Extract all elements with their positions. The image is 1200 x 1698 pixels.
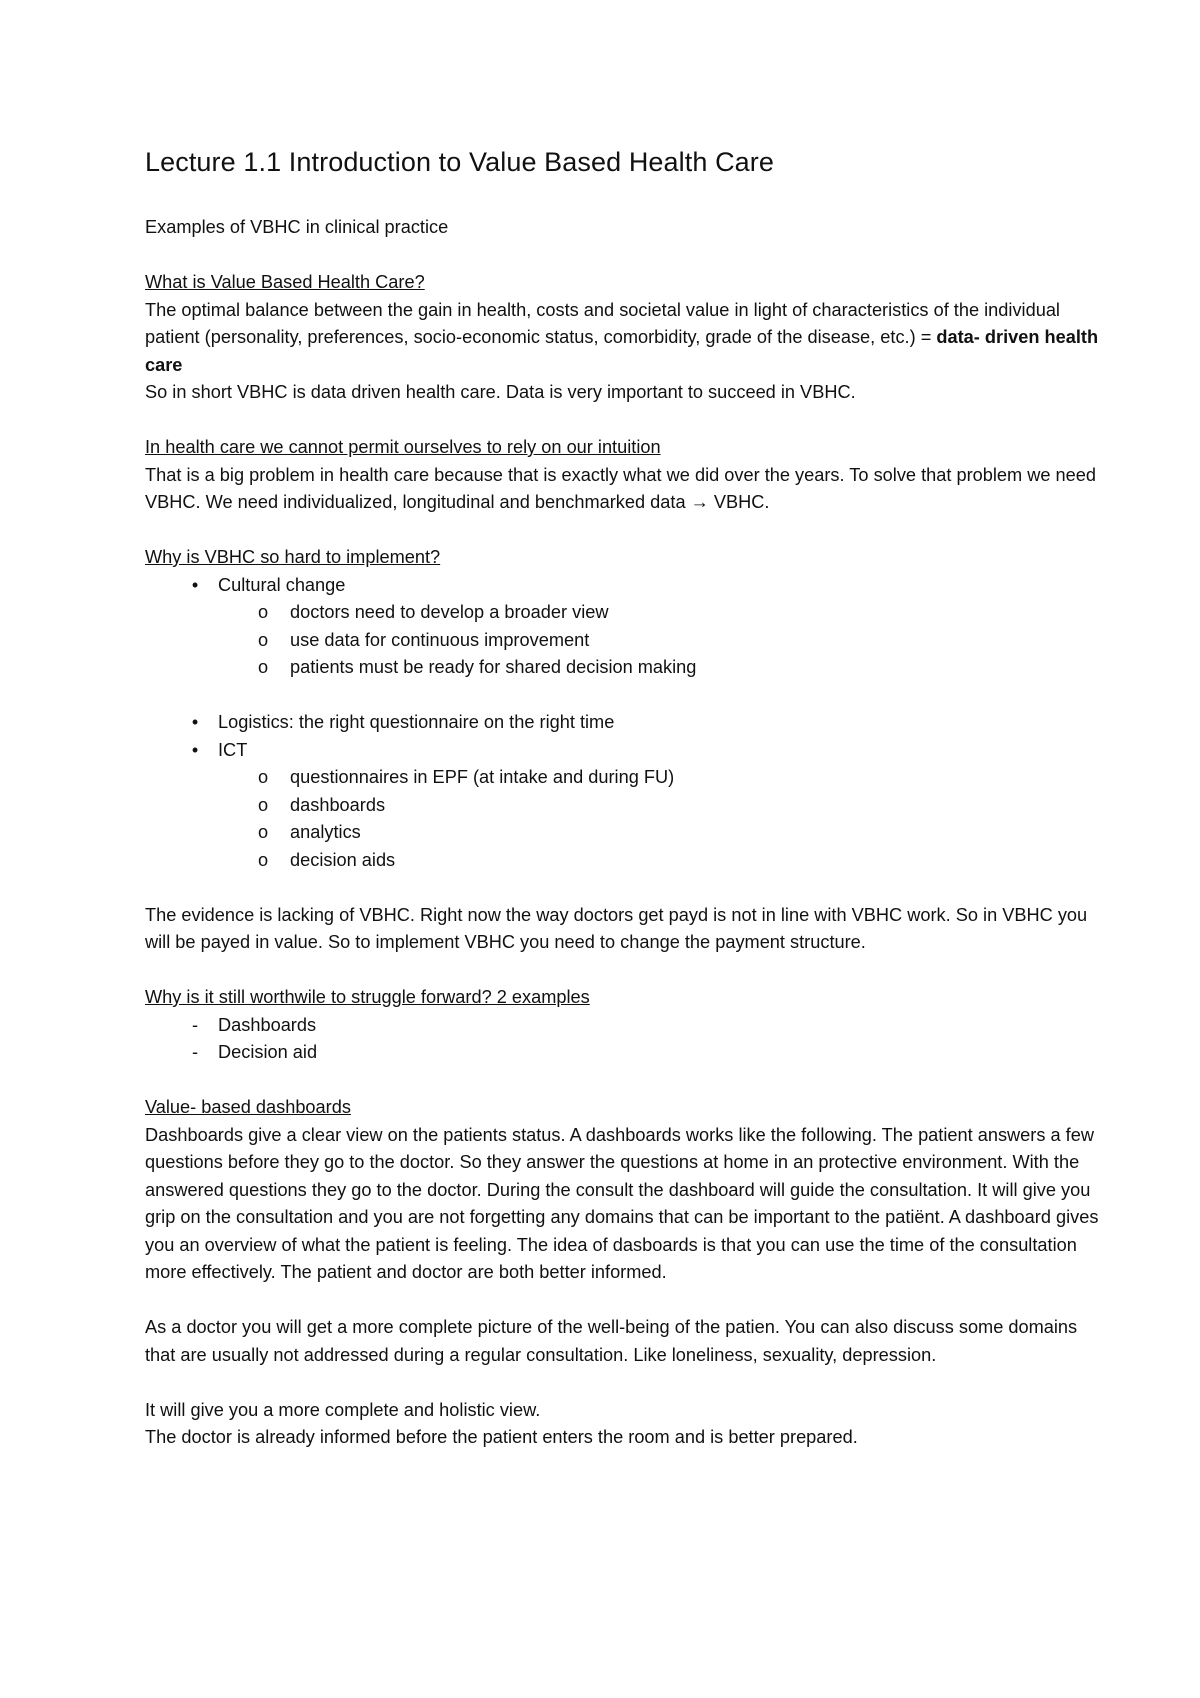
dashboards-paragraph: Dashboards give a clear view on the patients status. A dashboards works like the following. The patient answers a few questions before they go to the doctor. So they answer the questions at home in an protective environment. With the answered questions they go to the doctor. During the consult the dashboard will guide the consultation. It will give you grip on the consultation and you are not forgetting any domains that can be important to the patiënt. A dashboard gives you an overview of what the patient is feeling. The idea of dasboards is that you can use the time of the consultation more effectively. The patient and doctor are both better informed. (145, 1124, 1099, 1282)
spacer (145, 1067, 1100, 1095)
spacer (145, 957, 1100, 985)
circle-bullet-icon: o (257, 822, 269, 842)
sub-list-item-label: decision aids (290, 849, 396, 870)
sub-list-item (145, 847, 1100, 875)
bullet-icon: • (191, 739, 199, 760)
sub-list-item-label: questionnaires in EPF (at intake and during FU) (290, 767, 675, 787)
list-item-label: Dashboards (218, 1014, 317, 1035)
sub-list-item (145, 792, 1100, 820)
circle-bullet-icon: o (257, 629, 269, 650)
doctor-picture-paragraph: As a doctor you will get a more complete picture of the well-being of the patien. You can also discuss some domains that are usually not addressed during a regular consultation. Like loneliness, sexuality, depression. (145, 1317, 1078, 1365)
sub-list-item-label: analytics (290, 822, 361, 842)
sub-list-item (145, 764, 1100, 792)
evidence-paragraph: The evidence is lacking of VBHC. Right now the way doctors get payd is not in line with VBHC work. So in VBHC you will be payed in value. So to implement VBHC you need to change the payment structure. (145, 904, 1088, 952)
list-item (145, 1039, 1100, 1067)
sub-list-item-label: dashboards (290, 794, 386, 815)
spacer (145, 1369, 1100, 1397)
list-item (145, 709, 1100, 737)
sub-list-item (145, 654, 1100, 682)
intuition-end: VBHC. (708, 492, 770, 512)
spacer (145, 682, 1100, 710)
holistic-line: It will give you a more complete and holistic view. (145, 1399, 541, 1420)
section-heading-what-is-vbhc: What is Value Based Health Care? (145, 272, 425, 292)
sub-list-item (145, 627, 1100, 655)
arrow-right-icon: → (690, 492, 709, 512)
section-heading-hard-to-implement: Why is VBHC so hard to implement? (145, 547, 441, 567)
implementation-list-continued (145, 709, 1100, 764)
section-heading-intuition: In health care we cannot permit ourselves to rely on our intuition (145, 437, 661, 457)
list-item (145, 737, 1100, 765)
section-heading-dashboards: Value- based dashboards (145, 1097, 351, 1117)
spacer (145, 407, 1100, 435)
circle-bullet-icon: o (257, 657, 269, 677)
spacer (145, 1287, 1100, 1315)
sub-list-ict (145, 764, 1100, 874)
sub-list-cultural-change (145, 599, 1100, 682)
definition-paragraph (145, 297, 1100, 380)
list-item (145, 572, 1100, 600)
sub-list-item-label: patients must be ready for shared decision making (290, 657, 697, 677)
bullet-icon: • (191, 712, 199, 732)
sub-list-item-label: use data for continuous improvement (290, 629, 590, 650)
definition-bold: data- driven health care (145, 327, 1099, 375)
list-item-label: Decision aid (218, 1042, 318, 1062)
implementation-list (145, 572, 1100, 600)
sub-list-item-label: doctors need to develop a broader view (290, 602, 609, 622)
intuition-paragraph (145, 462, 1100, 517)
intuition-text: That is a big problem in health care because that is exactly what we did over the years. To solve that problem we need VBHC. We need individualized, longitudinal and benchmarked data (145, 464, 1096, 512)
list-item-label: Cultural change (218, 574, 346, 595)
spacer (145, 242, 1100, 270)
circle-bullet-icon: o (257, 602, 269, 622)
spacer (145, 517, 1100, 545)
circle-bullet-icon: o (257, 767, 269, 787)
list-item (145, 1012, 1100, 1040)
list-item-label: Logistics: the right questionnaire on the right time (218, 712, 615, 732)
section-heading-worthwhile: Why is it still worthwile to struggle forward? 2 examples (145, 987, 590, 1007)
bullet-icon: • (191, 574, 199, 595)
circle-bullet-icon: o (257, 849, 269, 870)
dash-bullet-icon: - (191, 1014, 199, 1035)
summary-paragraph: So in short VBHC is data driven health care. Data is very important to succeed in VBHC. (145, 382, 856, 402)
subtitle: Examples of VBHC in clinical practice (145, 217, 449, 237)
document-title: Lecture 1.1 Introduction to Value Based Health Care (145, 147, 774, 177)
spacer (145, 874, 1100, 902)
list-item-label: ICT (218, 739, 248, 760)
dash-bullet-icon: - (191, 1042, 199, 1062)
sub-list-item (145, 599, 1100, 627)
examples-list (145, 1012, 1100, 1067)
prepared-line: The doctor is already informed before the patient enters the room and is better prepared. (145, 1427, 858, 1447)
circle-bullet-icon: o (257, 794, 269, 815)
definition-text: The optimal balance between the gain in health, costs and societal value in light of characteristics of the individual patient (personality, preferences, socio-economic status, comorbidity, grade of the disease, etc.) = (145, 299, 1060, 347)
sub-list-item (145, 819, 1100, 847)
